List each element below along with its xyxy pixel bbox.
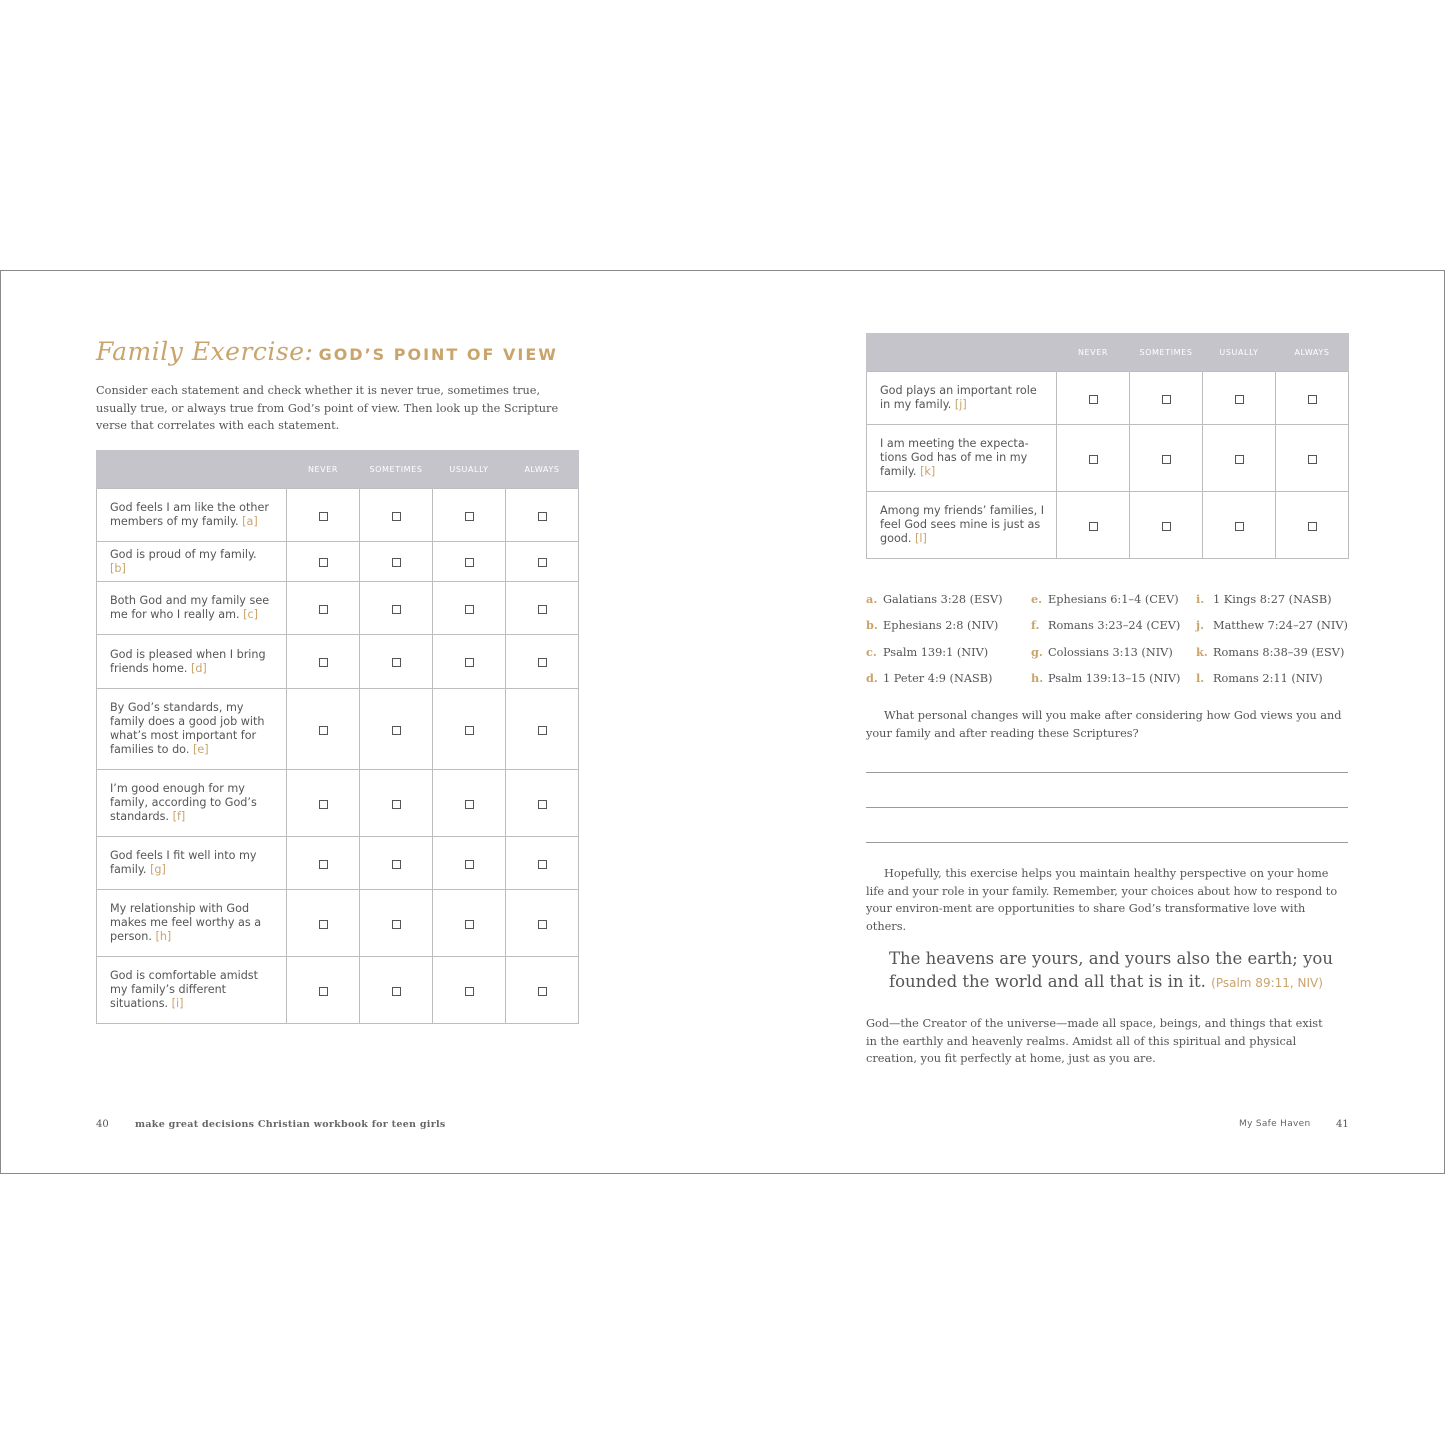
checkbox-never[interactable] xyxy=(319,558,328,567)
reference-letter: e. xyxy=(1031,592,1043,606)
checkbox-usually[interactable] xyxy=(465,512,474,521)
table-row xyxy=(97,837,579,890)
checkbox-usually[interactable] xyxy=(1235,522,1244,531)
checkbox-sometimes[interactable] xyxy=(1162,455,1171,464)
statement-cell xyxy=(97,837,287,890)
checkbox-always[interactable] xyxy=(1308,395,1317,404)
table-row xyxy=(97,582,579,635)
header-always: ALWAYS xyxy=(506,450,579,489)
statement-text: Both God and my family see me for who I really am. xyxy=(110,594,270,621)
statement-ref: [e] xyxy=(192,743,209,756)
reference-verse: 1 Kings 8:27 (NASB) xyxy=(1213,593,1332,606)
intro-paragraph: Consider each statement and check whether it is never true, sometimes true, usually true, or always true from God’s point of view. Then look up the Scripture verse that correlates with each statement. xyxy=(96,384,559,432)
header-sometimes: SOMETIMES xyxy=(360,450,433,489)
statement-ref: [i] xyxy=(171,997,184,1010)
statement-cell xyxy=(867,425,1057,492)
header-usually: USUALLY xyxy=(433,450,506,489)
checkbox-always[interactable] xyxy=(538,512,547,521)
reference-verse: Matthew 7:24–27 (NIV) xyxy=(1213,619,1348,633)
reference-verse: Psalm 139:13–15 (NIV) xyxy=(1048,671,1181,685)
right-page-number: 41 xyxy=(1336,1119,1349,1130)
reference-item xyxy=(1196,671,1348,697)
reference-letter: k. xyxy=(1196,644,1208,659)
header-blank xyxy=(97,450,287,489)
hope-paragraph: Hopefully, this exercise helps you maintain healthy perspective on your home life and your role in your family. Remember, your choices about how to respond to your environ-ment are opportunities to share God’s transformative love with others. xyxy=(866,867,1338,933)
header-always: ALWAYS xyxy=(1276,333,1349,372)
right-exercise-table xyxy=(866,333,1349,559)
reference-item xyxy=(1031,671,1180,697)
header-never: NEVER xyxy=(287,450,360,489)
answer-line[interactable] xyxy=(866,807,1348,808)
statement-ref: [l] xyxy=(915,532,927,545)
references-column xyxy=(1196,592,1348,697)
checkbox-never[interactable] xyxy=(319,860,328,869)
checkbox-always[interactable] xyxy=(1308,455,1317,464)
left-exercise-table xyxy=(96,450,579,1024)
checkbox-always[interactable] xyxy=(538,605,547,614)
reference-verse: Romans 3:23–24 (CEV) xyxy=(1048,619,1181,633)
checkbox-never[interactable] xyxy=(319,512,328,521)
reference-letter: i. xyxy=(1196,592,1205,606)
checkbox-always[interactable] xyxy=(538,726,547,735)
checkbox-usually[interactable] xyxy=(465,920,474,929)
reference-letter: d. xyxy=(866,670,878,685)
checkbox-sometimes[interactable] xyxy=(392,987,401,996)
verse-text: The heavens are yours, and yours also the earth; you founded the world and all that is in it. xyxy=(889,949,1333,991)
statement-text: God is comfortable amidst my family’s different situations. xyxy=(110,969,259,1010)
reference-letter: h. xyxy=(1031,670,1044,685)
checkbox-sometimes[interactable] xyxy=(1162,522,1171,531)
checkbox-never[interactable] xyxy=(319,987,328,996)
statement-cell xyxy=(97,689,287,770)
reference-letter: g. xyxy=(1031,644,1043,659)
statement-cell xyxy=(97,635,287,689)
statement-ref: [h] xyxy=(155,930,172,943)
statement-cell xyxy=(97,770,287,837)
reference-item xyxy=(1031,645,1180,671)
statement-text: Among my friends’ families, I feel God sees mine is just as good. xyxy=(880,504,1045,545)
book-title-footer: make great decisions Christian workbook for teen girls xyxy=(135,1119,446,1130)
table-row xyxy=(867,372,1349,425)
reference-verse: Colossians 3:13 (NIV) xyxy=(1048,645,1173,659)
title-script: Family Exercise: xyxy=(96,337,314,366)
header-sometimes: SOMETIMES xyxy=(1130,333,1203,372)
reference-verse: Ephesians 2:8 (NIV) xyxy=(883,619,999,633)
table-row xyxy=(97,542,579,582)
statement-text: God plays an important role in my family. xyxy=(880,384,1037,411)
checkbox-usually[interactable] xyxy=(465,605,474,614)
reference-verse: Romans 2:11 (NIV) xyxy=(1213,671,1323,685)
statement-cell xyxy=(97,582,287,635)
statement-ref: [g] xyxy=(150,863,166,876)
checkbox-sometimes[interactable] xyxy=(392,605,401,614)
statement-ref: [a] xyxy=(242,515,258,528)
exercise-title xyxy=(96,337,558,366)
table-row xyxy=(867,492,1349,559)
reference-item xyxy=(1031,618,1180,644)
reference-item xyxy=(1196,592,1348,618)
checkbox-always[interactable] xyxy=(538,920,547,929)
reference-letter: j. xyxy=(1196,618,1205,633)
statement-cell xyxy=(97,489,287,542)
checkbox-usually[interactable] xyxy=(465,860,474,869)
reference-letter: l. xyxy=(1196,670,1205,685)
references-column xyxy=(1031,592,1180,697)
table-row xyxy=(97,489,579,542)
statement-cell xyxy=(97,542,287,582)
checkbox-sometimes[interactable] xyxy=(392,512,401,521)
header-usually: USUALLY xyxy=(1203,333,1276,372)
reference-item xyxy=(866,645,1003,671)
checkbox-sometimes[interactable] xyxy=(392,860,401,869)
statement-text: God feels I am like the other members of my family. xyxy=(110,501,269,528)
checkbox-never[interactable] xyxy=(319,605,328,614)
checkbox-usually[interactable] xyxy=(465,558,474,567)
checkbox-sometimes[interactable] xyxy=(392,558,401,567)
checkbox-sometimes[interactable] xyxy=(1162,395,1171,404)
checkbox-never[interactable] xyxy=(319,658,328,667)
scripture-quote xyxy=(889,947,1339,995)
checkbox-always[interactable] xyxy=(538,800,547,809)
checkbox-sometimes[interactable] xyxy=(392,726,401,735)
checkbox-sometimes[interactable] xyxy=(392,658,401,667)
checkbox-never[interactable] xyxy=(319,920,328,929)
checkbox-always[interactable] xyxy=(538,658,547,667)
statement-text: God is proud of my family. xyxy=(110,547,257,561)
reflection-question: What personal changes will you make after considering how God views you and your family and after reading these Scriptures? xyxy=(866,709,1342,740)
header-blank xyxy=(867,333,1057,372)
checkbox-always[interactable] xyxy=(1308,522,1317,531)
statement-text: I am meeting the expecta-tions God has of me in my family. xyxy=(880,437,1029,478)
reference-letter: a. xyxy=(866,592,878,606)
reference-verse: Romans 8:38–39 (ESV) xyxy=(1213,645,1345,659)
reference-item xyxy=(866,592,1003,618)
checkbox-never[interactable] xyxy=(1089,455,1098,464)
reference-letter: f. xyxy=(1031,618,1040,633)
statement-ref: [k] xyxy=(920,465,936,478)
table-header-row xyxy=(97,450,579,489)
statement-text: I’m good enough for my family, according to God’s standards. xyxy=(110,782,257,823)
checkbox-always[interactable] xyxy=(538,860,547,869)
statement-ref: [d] xyxy=(190,661,207,675)
checkbox-always[interactable] xyxy=(538,558,547,567)
table-row xyxy=(97,689,579,770)
left-page-number: 40 xyxy=(96,1119,109,1130)
statement-cell xyxy=(867,372,1057,425)
table-row xyxy=(97,890,579,957)
verse-reference: (Psalm 89:11, NIV) xyxy=(1211,976,1323,990)
statement-text: My relationship with God makes me feel worthy as a person. xyxy=(110,902,262,943)
closing-paragraph: God—the Creator of the universe—made all space, beings, and things that exist in the earthly and heavenly realms. Amidst all of this spiritual and physical creation, you fit perfectly at home, just as you are. xyxy=(866,1017,1323,1065)
reference-verse: Psalm 139:1 (NIV) xyxy=(883,645,989,659)
checkbox-never[interactable] xyxy=(1089,522,1098,531)
checkbox-never[interactable] xyxy=(1089,395,1098,404)
reference-letter: b. xyxy=(866,618,878,633)
statement-cell xyxy=(97,957,287,1024)
statement-ref: [c] xyxy=(243,608,259,621)
checkbox-usually[interactable] xyxy=(1235,395,1244,404)
statement-text: God feels I fit well into my family. xyxy=(110,849,257,876)
statement-text: By God’s standards, my family does a good job with what’s most important for families to do. xyxy=(110,701,265,756)
checkbox-usually[interactable] xyxy=(1235,455,1244,464)
header-never: NEVER xyxy=(1057,333,1130,372)
reference-verse: 1 Peter 4:9 (NASB) xyxy=(883,671,993,685)
checkbox-usually[interactable] xyxy=(465,726,474,735)
statement-cell xyxy=(867,492,1057,559)
title-caps: GOD’S POINT OF VIEW xyxy=(318,345,558,364)
answer-line[interactable] xyxy=(866,842,1348,843)
reference-letter: c. xyxy=(866,644,877,659)
reference-item xyxy=(866,671,1003,697)
table-row xyxy=(97,770,579,837)
reference-item xyxy=(866,618,1003,644)
table-header-row xyxy=(867,333,1349,372)
reference-verse: Ephesians 6:1–4 (CEV) xyxy=(1048,593,1179,606)
reference-verse: Galatians 3:28 (ESV) xyxy=(883,593,1003,606)
statement-cell xyxy=(97,890,287,957)
checkbox-usually[interactable] xyxy=(465,658,474,667)
reference-item xyxy=(1031,592,1180,618)
statement-text: God is pleased when I bring friends home. xyxy=(110,647,266,675)
table-row xyxy=(867,425,1349,492)
table-row xyxy=(97,957,579,1024)
table-row xyxy=(97,635,579,689)
answer-line[interactable] xyxy=(866,772,1348,773)
checkbox-sometimes[interactable] xyxy=(392,800,401,809)
statement-ref: [b] xyxy=(110,561,126,575)
checkbox-always[interactable] xyxy=(538,987,547,996)
checkbox-never[interactable] xyxy=(319,726,328,735)
checkbox-sometimes[interactable] xyxy=(392,920,401,929)
reference-item xyxy=(1196,645,1348,671)
references-column xyxy=(866,592,1003,697)
statement-ref: [j] xyxy=(954,398,967,411)
checkbox-usually[interactable] xyxy=(465,987,474,996)
checkbox-never[interactable] xyxy=(319,800,328,809)
reference-item xyxy=(1196,618,1348,644)
checkbox-usually[interactable] xyxy=(465,800,474,809)
chapter-title-footer: My Safe Haven xyxy=(1239,1119,1311,1129)
statement-ref: [f] xyxy=(172,810,186,823)
